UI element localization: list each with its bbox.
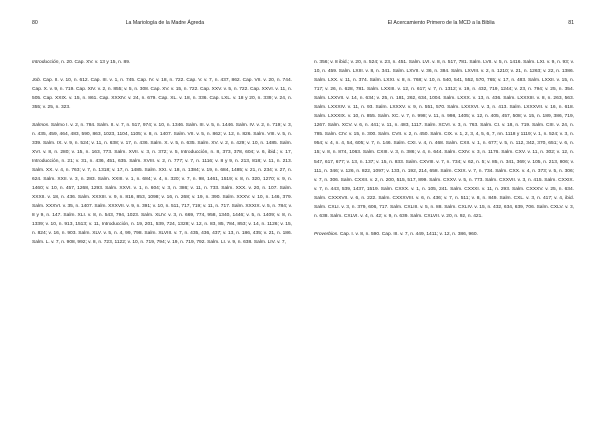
running-head-left bbox=[0, 20, 300, 26]
index-entry-salmos-continued bbox=[314, 58, 574, 221]
index-entry-salmos bbox=[32, 121, 292, 248]
running-head-title-left: La Mariología de la Madre Ágreda bbox=[125, 20, 205, 26]
running-head-title-right: El Acercamiento Primero de la MCD a la Biblia bbox=[387, 20, 495, 26]
index-body-right bbox=[300, 58, 600, 247]
index-entry-introduccion bbox=[32, 58, 292, 67]
index-body-left bbox=[0, 58, 300, 256]
book-label: Salmos bbox=[32, 122, 49, 128]
book-label: Proverbios bbox=[314, 231, 338, 237]
page-number-right: 81 bbox=[568, 20, 574, 26]
references: , n. 20. Cap. XV. v. 13 y 15, n. 89. bbox=[58, 60, 131, 65]
references: . Cap. II. v. 10, n. 612. Cap. III. v. 1, n. 745. Cap. IV. v. 18, n. 722. Cap. V. v. 7, n. 437, 862. Cap. VII. v. 20, n. 744. Cap. X. v. 9, n. 719. Cap. XIV. v. 2, n. 855; v. 5, n. 308. Cap. XV. v. 15, n. 722. Cap. XXV. v. 5, n. 722. Cap. XXVI. v. 11, n. 505. Cap. XXIX. v. 15, n. 861. Cap. XXXIV. v. 24, n. 679. Cap. XL. v. 18, n. 336. Cap. LXL. v. 18 y 20, n. 339; v. 24, n. 355; v. 25, n. 323. bbox=[32, 77, 292, 110]
references: . Salmo I. v. 2, n. 784. Salm. II. v. 7, n. 517, 974; v. 10, n. 1346. Salm. III. v. 5, n. 1446. Salm. IV. v. 2, n. 719; v. 3, n. 435, 459, 464, 483, 590, 863, 1023, 1104, 1105; v. 8, n. 1407. Salm. VII. v. 5, n. 862; v. 12, n. 826. Salm. VIII. v. 5, n. 339. Salm. IX. v. 9, n. 524; v. 11, n. 638; v. 17, n. 436. Salm. X. v. 5, n. 635. Salm. XV. v. 2, n. 429; v. 10, n. 1485. Salm. XVI. v. 8, n. 280; v. 15, n. 163, 773. Salm. XVII. v. 3, n. 372; v. 5, Introducción, n. 8, 373, 378, 604; v. 6, ibid.; v. 17, Introducción, n. 21; v. 31, n. 436, 451, 635. Salm. XVIII. v. 2, n. 777; v. 7, n. 1116; v. 8 y 9, n. 213, 818; v. 11, n. 213. Salm. XX. v. 4, n. 763; v. 7, n. 1318; v. 17, n. 1485. Salm. XXI. v. 18, n. 1384; v. 19, n. 684, 1485; v. 21, n. 234; v. 27, n. 624. Salm. XXII. v. 3, n. 283. Salm. XXIII. v. 1, n. 684; v. 4, n. 320; v. 7, n. 98, 1461, 1519; v. 8, n. 320, 1270; v. 9, n. 1460; v. 10, n. 457, 1268, 1293. Salm. XXVI. v. 1, n. 604; v. 3, n. 386; v. 11, n. 733. Salm. XXX. v. 20, n. 107. Salm. XXXII. v. 18, n. 436. Salm. XXXIII. v. 9, n. 816, 853, 1098; v. 16, n. 268; v. 19, n. 390. Salm. XXXV. v. 10, n. 146, 379. Salm. XXXVI. v. 35, n. 1407. Salm. XXXVII. v. 9, n. 391; v. 10, n. 511, 717, 719; v. 11, n. 717. Salm. XXXIX. v. 5, n. 784; v. 8 y 9, n. 147. Salm. XLI. v. 8, n. 543, 794, 1023. Salm. XLIV. v. 3, n. 669, 774, 958, 1340, 1446; v. 5, n. 1409; v. 8, n. 1339; v. 10, n. 913, 1513; v. 11, Introducción, n. 19, 201, 539, 724, 1328; v. 12, n. 83, 85, 784, 853; v. 14, n. 1126; v. 15, n. 824; v. 16, n. 903. Salm. XLV. v. 5, n. 4, 99, 798. Salm. XLVIII. v. 7, n. 435, 436, 437; v. 13, n. 186, 435; v. 21, n. 186. Salm. L. v. 7, n. 908, 992; v. 8, n. 723, 1122; v. 10, n. 719, 794; v. 19, n. 719, 792. Salm. LI. v. 9, n. 638. Salm. LIV. v. 7, bbox=[32, 122, 292, 246]
references: n. 356; v. 8 ibid.; v. 20, n. 524; v. 23, n. 451. Salm. LVI. v. 8, n. 517, 781. Salm. LVII. v. 5, n. 1416. Salm. LXI. v. 9, n. 93; v. 10, n. 459. Salm. LXIII. v. 8, n. 341. Salm. LXVII. v. 36, n. 384. Salm. LXVIII. v. 2, n. 1210; v. 21, n. 1263; v. 22, n. 1386. Salm. LXX. v. 11, n. 374. Salm. LXXI. v. 8, n. 768; v. 10, n. 540, 541, 552, 570, 765; v. 17, n. 483. Salm. LXXII. v. 15, n. 717; v. 26, n. 628, 781. Salm. LXXIII. v. 12, n. 617; v. 7, n. 1312; v. 19, n. 432, 719, 1244; v. 23, n. 794; v. 25, n. 354. Salm. LXXVII. v. 14, n. 634; v. 25, n. 181, 262, 634, 1004. Salm. LXXX. v. 13, n. 436. Salm. LXXXIII. v. 8, n. 263, 563. Salm. LXXXIV. v. 11, n. 93. Salm. LXXXV. v. 9, n. 551, 570. Salm. LXXXVI. v. 3, n. 413. Salm. LXXXVII. v. 16, n. 618. Salm. LXXXIX. v. 10, n. 855. Salm. XC. v. 7, n. 998; v. 11, n. 998, 1405; v. 12, n. 405, 457, 508; v. 15, n. 189, 386, 719, 1267. Salm. XCV. v. 6, n. 441; v. 11, n. 483, 1117. Salm. XCVI. v. 3, n. 763. Salm. CI. v. 18, n. 719. Salm. CIII. v. 24, n. 785. Salm. CIV. v. 15, n. 300. Salm. CVII. v. 2, n. 450. Salm. CIX. v. 1, 2, 3, 4, 5, 6, 7, nn. 1118 y 1119; v. 1, n. 524; v. 3, n. 954; v. 4, n. 4, 54, 605; v. 7, n. 146. Salm. CXI. v. 4, n. 468. Salm. CXII. v. 1, n. 677; v. 5, n. 112, 342, 370, 651; v. 6, n. 15; v. 8, n. 874, 1063. Salm. CXIII. v. 3, n. 386; v. 4, n. 644. Salm. CXIV. v. 3, n. 1176. Salm. CXV. v. 11, n. 302; v. 12, n. 547, 617, 677; v. 13, n. 137; v. 15, n. 833. Salm. CXVIII. v. 7, n. 734; v. 62, n. 5; v. 85, n. 341, 369; v. 105, n. 213, 806; v. 111, n. 346; v. 126, n. 822, 1097; v. 133, n. 192, 214, 658. Salm. CXIX. v. 7, n. 734. Salm. CXX. v. 4, n. 373; v. 5, n. 306; v. 7, n. 306. Salm. CXXII. v. 2, n. 200, 515, 517, 899. Salm. CXXV. v. 5, n. 773. Salm. CXXVII. v. 3, n. 415. Salm. CXXIX. v. 7, n. 443, 539, 1437, 1519. Salm. CXXX. v. 1, n. 105, 241. Salm. CXXXI. v. 11, n. 293. Salm. CXXXV. v. 25, n. 634. Salm. CXXXVII. v. 6, n. 222. Salm. CXXXVIII. v. 6, n. 436; v. 7, n. 511; v. 8, n. 849. Salm. CXL. v. 3, n. 417; v. 4, ibid. Salm. CXLI. v. 3, n. 379, 606, 717. Salm. CXLIII. v. 5, n. 88. Salm. CXLIV. v. 15, n. 432, 634, 639, 706. Salm. CXLV. v. 3, n. 638. Salm. CXLVI. v. 4, n. 42; v. 9, n. 639. Salm. CXLVII. v. 20, n. 92, n. 421. bbox=[314, 60, 574, 219]
book-label: Job bbox=[32, 77, 40, 83]
page-number-left: 80 bbox=[32, 20, 38, 26]
book-label: Introducción bbox=[32, 60, 59, 65]
references: . Cap. I. v. 8, n. 590. Cap. III. v. 7, n. 449, 1411; v. 12, n. 386, 960. bbox=[337, 231, 478, 237]
index-entry-job bbox=[32, 76, 292, 112]
running-head-right bbox=[300, 20, 600, 26]
index-entry-proverbios bbox=[314, 230, 574, 239]
right-page bbox=[300, 0, 600, 423]
